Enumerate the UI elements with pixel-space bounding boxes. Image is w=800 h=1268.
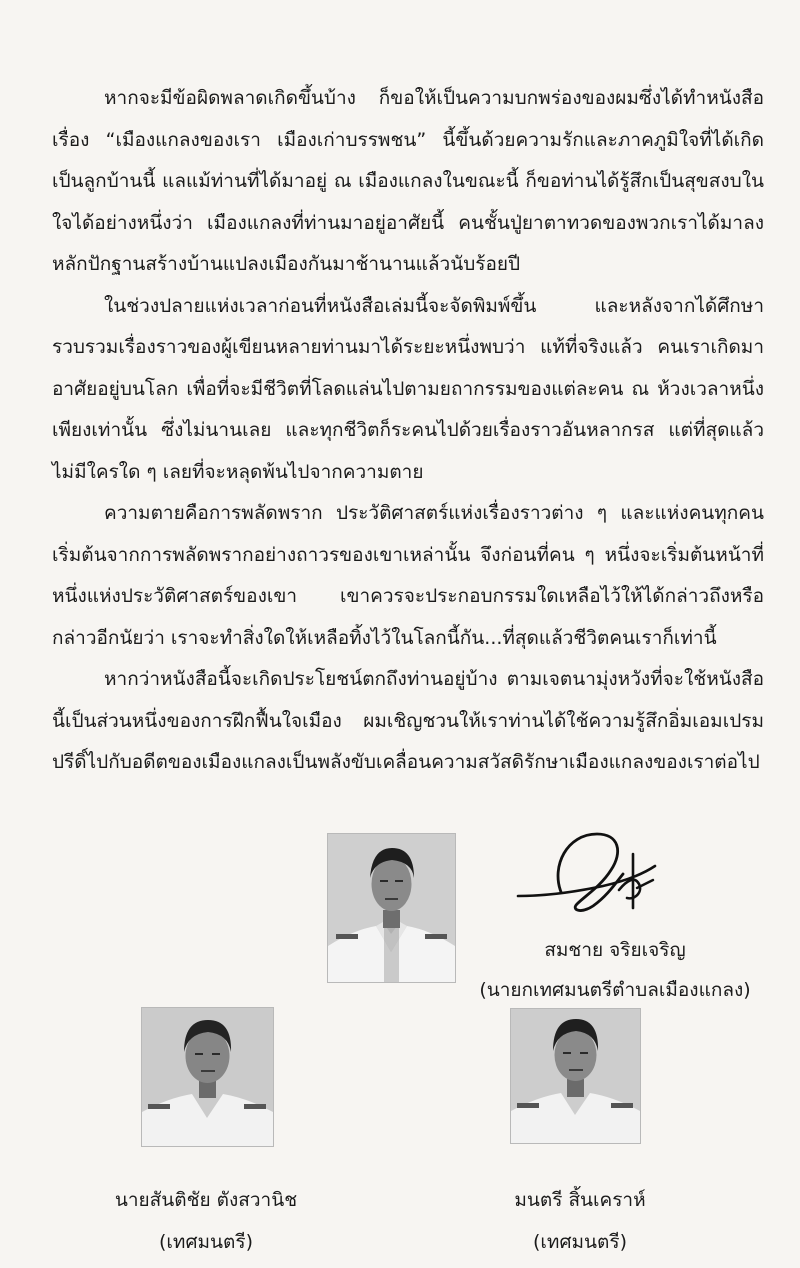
author-portrait	[327, 833, 456, 983]
author-position: (นายกเทศมนตรีตำบลเมืองแกลง)	[479, 979, 751, 1001]
paragraph-2: ในช่วงปลายแห่งเวลาก่อนที่หนังสือเล่มนี้จะจัดพิมพ์ขึ้น และหลังจากได้ศึกษารวบรวมเรื่องราวของผู้เขียนหลายท่านมาได้ระยะหนึ่งพบว่า แท้ที่จริงแล้ว คนเราเกิดมาอาศัยอยู่บนโลก เพื่อที่จะมีชีวิตที่โลดแล่นไปตามยถากรรมของแต่ละคน ณ ห้วงเวลาหนึ่งเพียงเท่านั้น ซึ่งไม่นานเลย และทุกชีวิตก็ระคนไปด้วยเรื่องราวอันหลากรส แต่ที่สุดแล้ว ไม่มีใครใด ๆ เลยที่จะหลุดพ้นไปจากความตาย	[52, 294, 764, 483]
paragraph-1: หากจะมีข้อผิดพลาดเกิดขึ้นบ้าง ก็ขอให้เป็นความบกพร่องของผมซึ่งได้ทำหนังสือเรื่อง “เมืองแกลงของเรา เมืองเก่าบรรพชน” นี้ขึ้นด้วยความรักและภาคภูมิใจที่ได้เกิดเป็นลูกบ้านนี้ แลแม้ท่านที่ได้มาอยู่ ณ เมืองแกลงในขณะนี้ ก็ขอท่านได้รู้สึกเป็นสุขสงบในใจได้อย่างหนึ่งว่า เมืองแกลงที่ท่านมาอยู่อาศัยนี้ คนชั้นปู่ยาตาทวดของพวกเราได้มาลงหลักปักฐานสร้างบ้านแปลงเมืองกันมาช้านานแล้วนับร้อยปี	[52, 87, 764, 275]
deputy-1-position: (เทศมนตรี)	[159, 1231, 253, 1253]
deputy-1-portrait	[141, 1007, 274, 1147]
deputy-2-portrait	[510, 1008, 641, 1144]
foreword-text	[52, 78, 764, 784]
deputy-2-portrait-image	[511, 1009, 640, 1143]
author-portrait-image	[328, 834, 455, 982]
deputy-2-name: มนตรี สิ้นเคราห์	[514, 1189, 646, 1211]
author-name: สมชาย จริยเจริญ	[544, 939, 686, 961]
signature-scribble	[515, 826, 665, 922]
deputy-1-name: นายสันติชัย ตังสวานิช	[114, 1189, 298, 1211]
author-signature	[515, 826, 665, 922]
paragraph-3: ความตายคือการพลัดพราก ประวัติศาสตร์แห่งเรื่องราวต่าง ๆ และแห่งคนทุกคน เริ่มต้นจากการพลัดพรากอย่างถาวรของเขาเหล่านั้น จึงก่อนที่คน ๆ หนึ่งจะเริ่มต้นหน้าที่หนึ่งแห่งประวัติศาสตร์ของเขา เขาควรจะประกอบกรรมใดเหลือไว้ให้ได้กล่าวถึงหรือกล่าวอีกนัยว่า เราจะทำสิ่งใดให้เหลือทิ้งไว้ในโลกนี้กัน...ที่สุดแล้วชีวิตคนเราก็เท่านี้	[52, 502, 764, 649]
deputy-1-portrait-image	[142, 1008, 273, 1146]
deputy-2-position: (เทศมนตรี)	[533, 1231, 627, 1253]
paragraph-4: หากว่าหนังสือนี้จะเกิดประโยชน์ตกถึงท่านอยู่บ้าง ตามเจตนามุ่งหวังที่จะใช้หนังสือนี้เป็นส่วนหนึ่งของการฝึกฟื้นใจเมือง ผมเชิญชวนให้เราท่านได้ใช้ความรู้สึกอิ่มเอมเปรมปรีดิ์ไปกับอดีตของเมืองแกลงเป็นพลังขับเคลื่อนความสวัสดิรักษาเมืองแกลงของเราต่อไป	[52, 668, 764, 773]
